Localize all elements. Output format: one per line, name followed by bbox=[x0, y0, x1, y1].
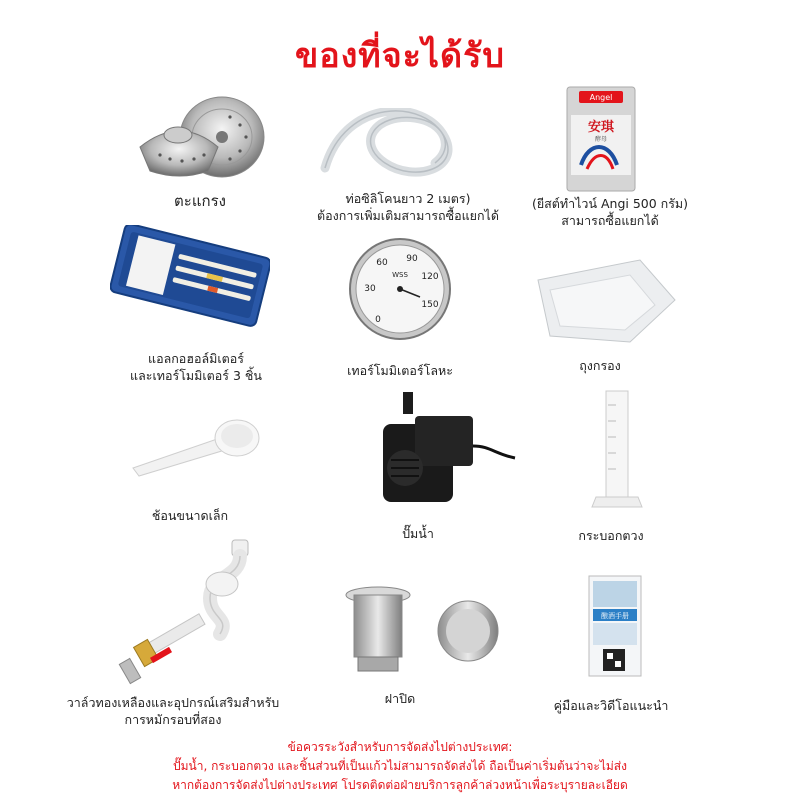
silicone-tube-image bbox=[315, 108, 465, 183]
caption-valve: วาล์วทองเหลืองและอุปกรณ์เสริมสำหรับ การหมักรอบที่สอง bbox=[66, 695, 280, 727]
page-title: ของที่จะได้รับ bbox=[295, 36, 505, 76]
caption-thermometer: เทอร์โมมิเตอร์โลหะ bbox=[347, 363, 453, 378]
svg-text:120: 120 bbox=[421, 272, 439, 282]
caption-filter-bag: ถุงกรอง bbox=[579, 358, 621, 373]
lid-image bbox=[340, 585, 500, 675]
pump-image bbox=[375, 388, 520, 508]
caption-yeast: (ยีสต์ทำไวน์ Angi 500 กรัม) สามารถซื้อแยกได้ bbox=[531, 196, 689, 228]
caption-silicone-tube: ท่อซิลิโคนยาว 2 เมตร) ต้องการเพิ่มเติมสามารถซื้อแยกได้ bbox=[317, 191, 499, 223]
caption-manual: คู่มือและวิดีโอแนะนำ bbox=[553, 698, 669, 713]
caption-spoon: ช้อนขนาดเล็ก bbox=[151, 508, 229, 523]
caption-steamer: ตะแกรง bbox=[174, 192, 226, 210]
manual-title-text: 酿酒手册 bbox=[601, 612, 629, 620]
shipping-notes bbox=[0, 738, 800, 795]
manual-image bbox=[588, 575, 642, 677]
caption-hydrometer: แอลกอฮอล์มิเตอร์ และเทอร์โมมิเตอร์ 3 ชิ้น bbox=[130, 351, 262, 383]
svg-text:0: 0 bbox=[375, 315, 381, 325]
yeast-brand-text: 安琪 bbox=[587, 120, 615, 135]
caption-pump: ปั๊มน้ำ bbox=[402, 526, 434, 541]
filter-bag-image bbox=[530, 250, 680, 345]
caption-lid: ฝาปิด bbox=[384, 691, 416, 706]
notes-line-1: ปั๊มน้ำ, กระบอกตวง และชิ้นส่วนที่เป็นแก้วไม่สามารถจัดส่งได้ ถือเป็นค่าเริ่มต้นว่าจะไม่ส่ง bbox=[173, 759, 627, 773]
thermometer-image bbox=[338, 237, 463, 342]
caption-cylinder: กระบอกตวง bbox=[578, 528, 644, 543]
svg-text:150: 150 bbox=[421, 300, 439, 310]
hydrometer-case-image bbox=[110, 225, 270, 330]
svg-text:30: 30 bbox=[364, 284, 376, 294]
steamer-image bbox=[130, 95, 270, 185]
svg-text:90: 90 bbox=[406, 254, 418, 264]
svg-text:WSS: WSS bbox=[392, 271, 408, 279]
notes-heading: ข้อควรระวังสำหรับการจัดส่งไปต่างประเทศ: bbox=[287, 740, 513, 754]
svg-text:60: 60 bbox=[376, 258, 388, 268]
yeast-package-image bbox=[565, 85, 637, 193]
spoon-image bbox=[125, 410, 270, 480]
cylinder-image bbox=[588, 385, 648, 515]
notes-line-2: หากต้องการจัดส่งไปต่างประเทศ โปรดติดต่อฝ่ายบริการลูกค้าล่วงหน้าเพื่อระบุรายละเอียด bbox=[172, 778, 628, 792]
yeast-sub-text: Angel bbox=[589, 93, 613, 102]
valve-image bbox=[110, 538, 260, 688]
yeast-small-text: 酵母 bbox=[594, 136, 608, 143]
